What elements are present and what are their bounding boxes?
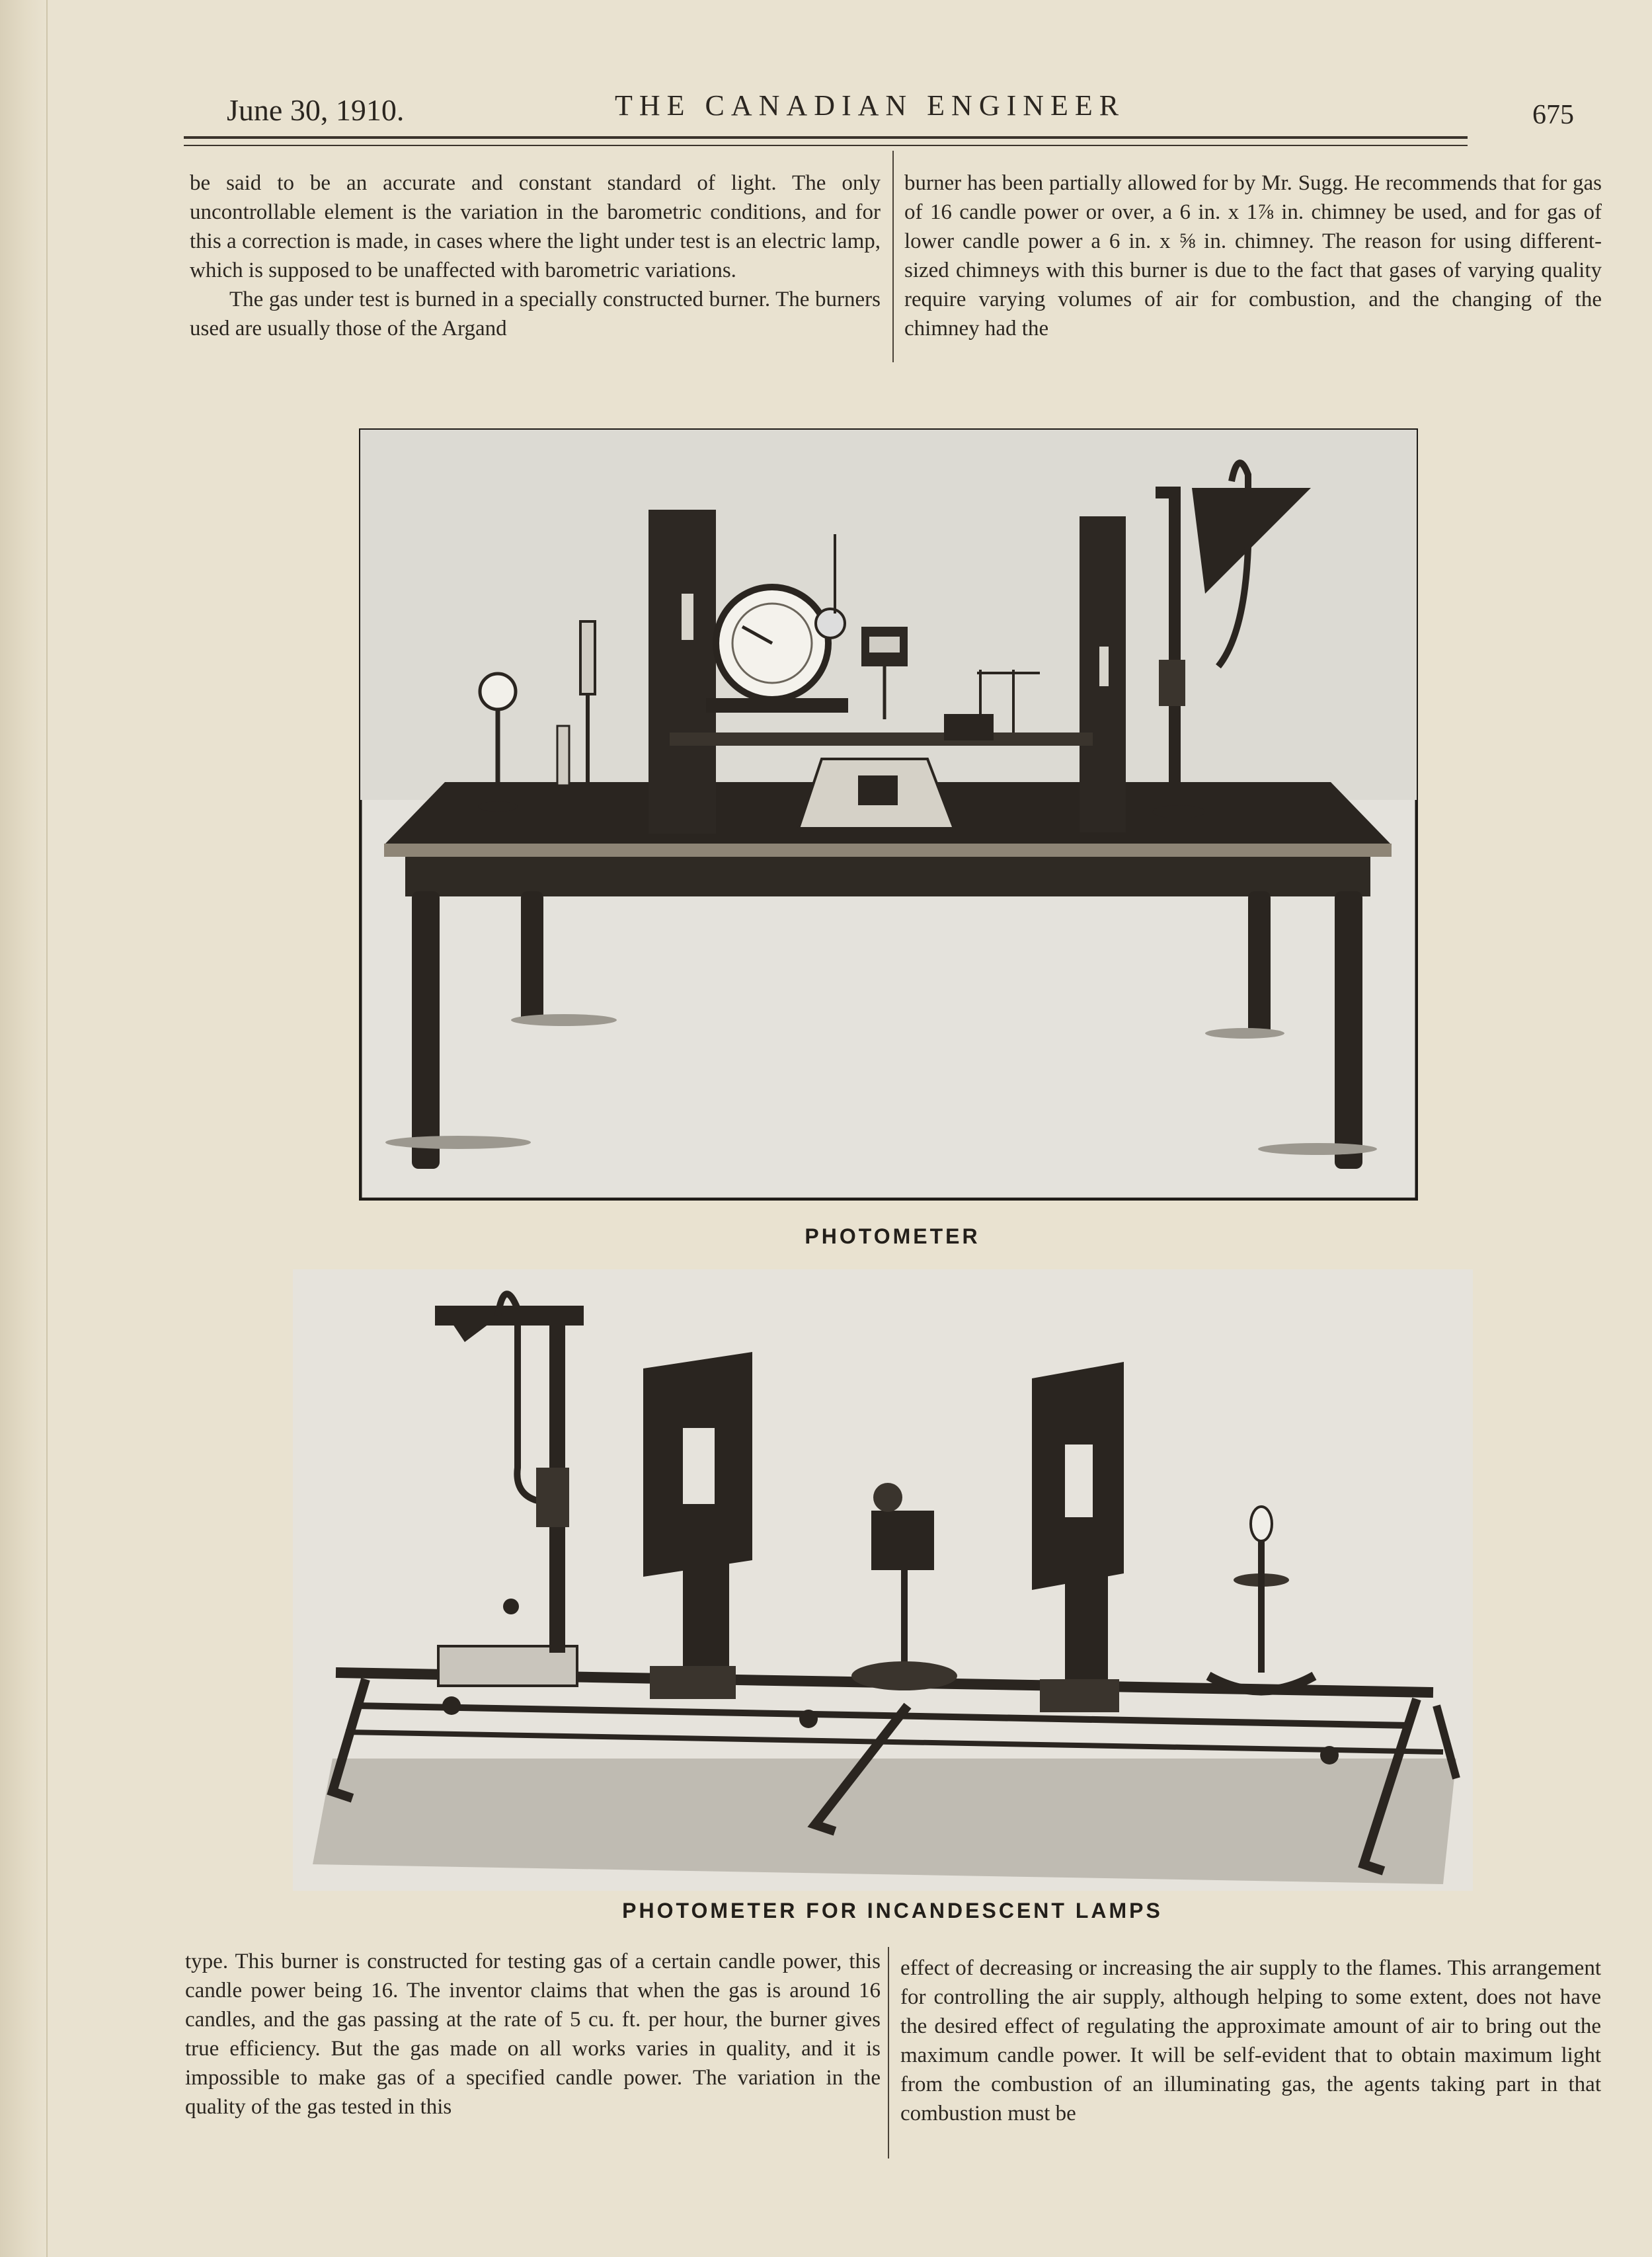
column-divider xyxy=(888,1947,889,2158)
photometer-bench-illustration xyxy=(293,1269,1473,1891)
header-rule-thin xyxy=(184,145,1468,146)
paragraph: The gas under test is burned in a specially constructed burner. The burners used are usually those of the Argand xyxy=(190,288,881,340)
paragraph: effect of decreasing or increasing the air supply to the flames. This arrangement for controlling the air supply, although helping to some extent, does not have the desired effect of regulating the approximate amount of air to bring out the maximum candle power. It will be self-evident that to obtain maximum light from the combustion of an illuminating gas, the agents taking part in that combustion must be xyxy=(900,1956,1601,2125)
page-number: 675 xyxy=(1532,100,1574,130)
paragraph: be said to be an accurate and constant standard of light. The only uncontrollable element is the variation in the barometric conditions, and for this a correction is made, in cases where the light under test is an electric lamp, which is supposed to be unaffected with barometric variations. xyxy=(190,171,881,282)
paragraph: type. This burner is constructed for testing gas of a certain candle power, this candle power being 16. The inventor claims that when the gas is around 16 candles, and the gas passing at the rate of 5 cu. ft. per hour, the burner gives true efficiency. But the gas made on all works varies in quality, and it is impossible to make gas of a specified candle power. The variation in the quality of the gas tested in this xyxy=(185,1950,881,2119)
figure-caption: PHOTOMETER xyxy=(805,1224,980,1248)
top-right-column xyxy=(904,169,1602,343)
top-left-column xyxy=(190,169,881,343)
bottom-right-column xyxy=(900,1954,1601,2128)
header-rule xyxy=(184,136,1468,139)
column-divider xyxy=(892,151,894,362)
bottom-left-column xyxy=(185,1947,881,2121)
photometer-table-illustration xyxy=(359,428,1418,1201)
header-title: THE CANADIAN ENGINEER xyxy=(615,89,1126,122)
figure-caption: PHOTOMETER FOR INCANDESCENT LAMPS xyxy=(622,1899,1163,1922)
header-date: June 30, 1910. xyxy=(227,93,405,127)
paragraph: burner has been partially allowed for by Mr. Sugg. He recommends that for gas of 16 candle power or over, a 6 in. x 1⅞ in. chimney be used, and for gas of lower candle power a 6 in. x ⅝ in. chimney. The reason for using different-sized chimneys with this burner is due to the fact that gases of varying quality require varying volumes of air for combustion, and the changing of the chimney had the xyxy=(904,171,1602,340)
